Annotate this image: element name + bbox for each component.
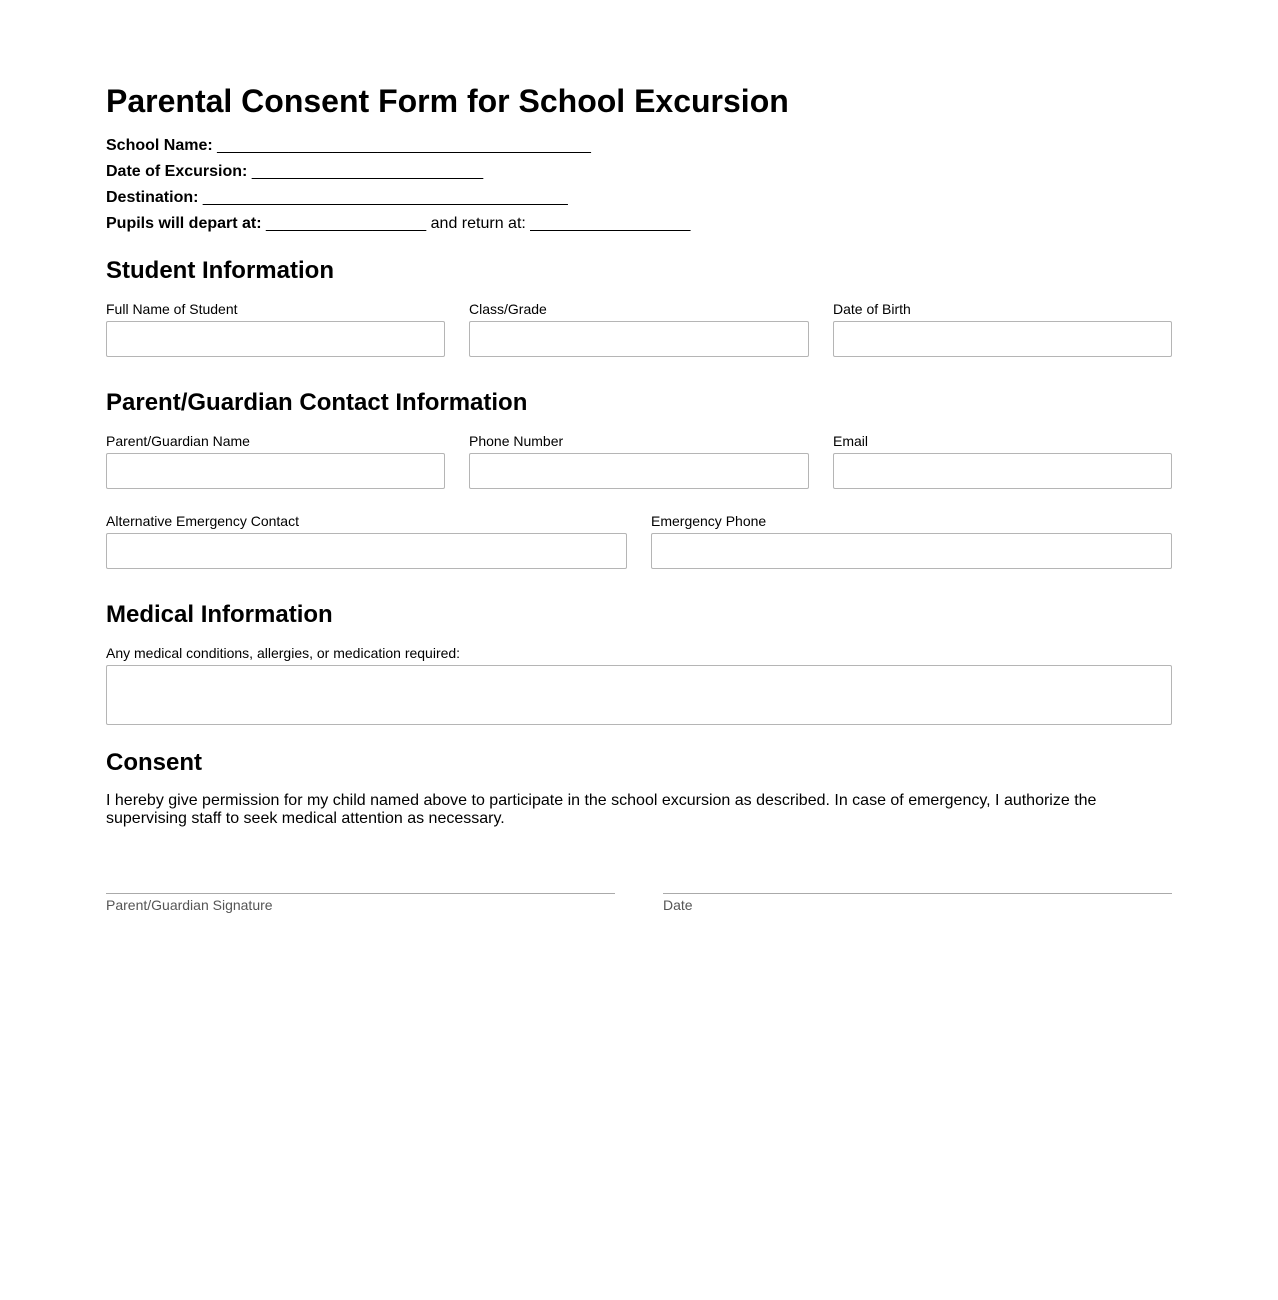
phone-number-label: Phone Number [469,433,564,449]
date-signature-label: Date [663,897,693,913]
email-input[interactable] [833,453,1172,489]
medical-conditions-label: Any medical conditions, allergies, or medication required: [106,645,461,661]
student-name-input[interactable] [106,321,445,357]
destination-line [106,189,568,207]
date-of-excursion-label: Date of Excursion: [106,163,248,180]
class-grade-label: Class/Grade [469,301,547,317]
emergency-phone-label: Emergency Phone [651,513,767,529]
parent-name-input[interactable] [106,453,445,489]
return-label: and return at: [430,215,526,232]
emergency-phone-input[interactable] [651,533,1172,569]
school-name-line [106,137,591,155]
depart-blank: __________________ [266,215,427,232]
medical-info-heading: Medical Information [106,601,333,628]
student-info-heading: Student Information [106,257,334,284]
school-name-blank: __________________________________________ [217,137,591,154]
date-of-excursion-line [106,163,483,181]
page-title: Parental Consent Form for School Excursion [106,83,789,119]
phone-number-input[interactable] [469,453,809,489]
alt-emergency-contact-input[interactable] [106,533,627,569]
signature-line[interactable] [106,893,615,894]
date-of-birth-label: Date of Birth [833,301,911,317]
signature-label: Parent/Guardian Signature [106,897,273,913]
consent-heading: Consent [106,749,202,776]
parent-name-label: Parent/Guardian Name [106,433,250,449]
class-grade-input[interactable] [469,321,809,357]
return-blank: __________________ [530,215,691,232]
destination-label: Destination: [106,189,199,206]
destination-blank: _________________________________________ [202,189,568,206]
school-name-label: School Name: [106,137,213,154]
date-of-birth-input[interactable] [833,321,1172,357]
student-name-label: Full Name of Student [106,301,238,317]
depart-label: Pupils will depart at: [106,215,262,232]
email-label: Email [833,433,869,449]
alt-emergency-contact-label: Alternative Emergency Contact [106,513,299,529]
parent-info-heading: Parent/Guardian Contact Information [106,389,528,416]
date-of-excursion-blank: __________________________ [251,163,484,180]
departure-return-line [106,215,690,233]
date-signature-line[interactable] [663,893,1172,894]
medical-conditions-textarea[interactable] [106,665,1172,725]
consent-statement: I hereby give permission for my child named above to participate in the school excursion as described. In case of emergency, I authorize the supervising staff to seek medical attention as necessary. [106,792,1097,827]
